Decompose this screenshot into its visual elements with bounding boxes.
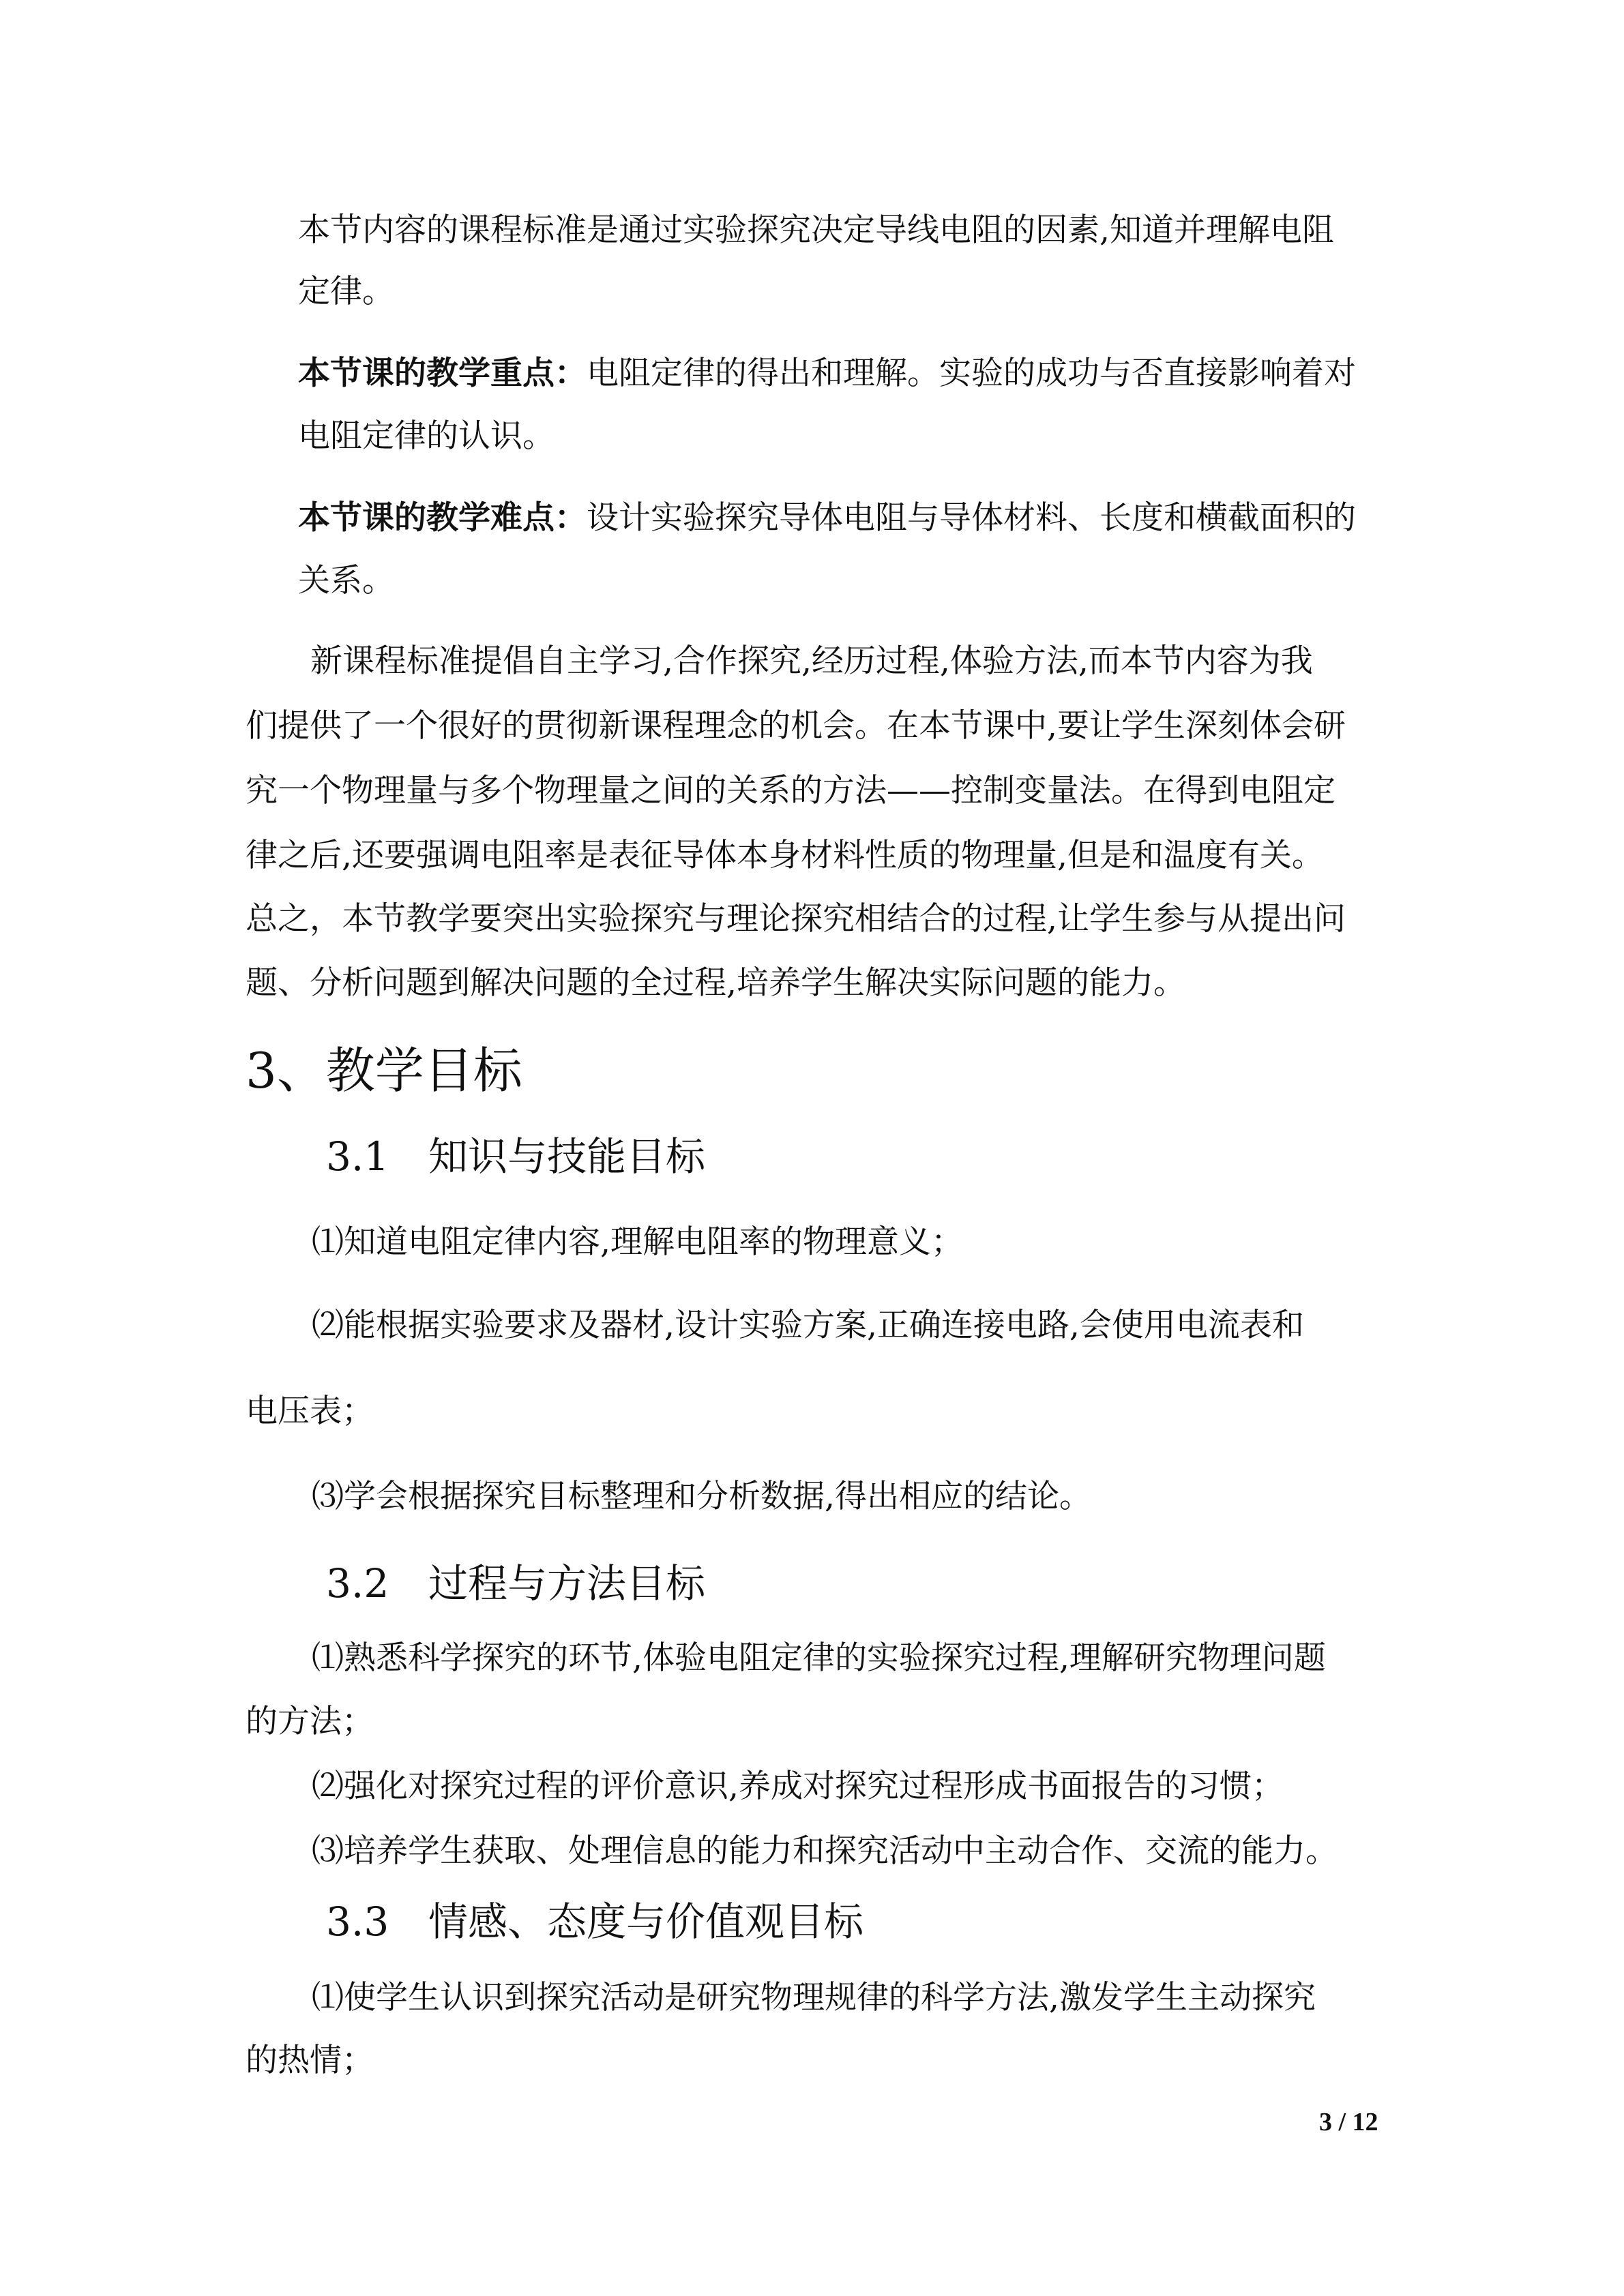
subsection-3-3-heading xyxy=(326,1897,863,1946)
teaching-key-point xyxy=(298,353,1356,394)
intro-paragraph-1-line-1: 本节内容的课程标准是通过实验探究决定导线电阻的因素,知道并理解电阻 xyxy=(298,211,1334,249)
process-goal-3: ⑶培养学生获取、处理信息的能力和探究活动中主动合作、交流的能力。 xyxy=(312,1832,1338,1870)
teaching-key-point-line-2: 电阻定律的认识。 xyxy=(298,417,555,455)
intro-paragraph-2-line-4: 律之后,还要强调电阻率是表征导体本身材料性质的物理量,但是和温度有关。 xyxy=(246,837,1324,874)
intro-paragraph-2-line-2: 们提供了一个很好的贯彻新课程理念的机会。在本节课中,要让学生深刻体会研 xyxy=(246,707,1346,745)
knowledge-goal-3: ⑶学会根据探究目标整理和分析数据,得出相应的结论。 xyxy=(312,1478,1091,1515)
subsection-3-3-number: 3.3 xyxy=(326,1898,389,1945)
subsection-3-3-title: 情感、态度与价值观目标 xyxy=(428,1898,864,1945)
teaching-difficulty-line-2: 关系。 xyxy=(298,562,394,599)
intro-paragraph-2-line-6: 题、分析问题到解决问题的全过程,培养学生解决实际问题的能力。 xyxy=(246,964,1185,1002)
intro-paragraph-2-line-3: 究一个物理量与多个物理量之间的关系的方法——控制变量法。在得到电阻定 xyxy=(246,772,1335,809)
teaching-difficulty xyxy=(298,498,1356,539)
process-goal-1-line-2: 的方法； xyxy=(246,1703,374,1740)
subsection-3-2-title: 过程与方法目标 xyxy=(428,1560,706,1607)
values-goal-1-line-1: ⑴使学生认识到探究活动是研究物理规律的科学方法,激发学生主动探究 xyxy=(312,1979,1316,2016)
intro-paragraph-1-line-2: 定律。 xyxy=(298,273,394,310)
subsection-3-1-heading xyxy=(326,1132,705,1181)
process-goal-2: ⑵强化对探究过程的评价意识,养成对探究过程形成书面报告的习惯； xyxy=(312,1768,1284,1805)
knowledge-goal-2-line-2: 电压表； xyxy=(246,1392,374,1430)
subsection-3-2-number: 3.2 xyxy=(326,1560,389,1607)
values-goal-1-line-2: 的热情； xyxy=(246,2042,374,2079)
intro-paragraph-2-line-5: 总之，本节教学要突出实验探究与理论探究相结合的过程,让学生参与从提出问 xyxy=(246,900,1346,938)
teaching-key-point-label: 本节课的教学重点： xyxy=(298,355,587,392)
knowledge-goal-1: ⑴知道电阻定律内容,理解电阻率的物理意义； xyxy=(312,1223,963,1261)
section-3-heading: 3、教学目标 xyxy=(246,1042,522,1099)
page-number: 3 / 12 xyxy=(1319,2108,1378,2136)
process-goal-1-line-1: ⑴熟悉科学探究的环节,体验电阻定律的实验探究过程,理解研究物理问题 xyxy=(312,1639,1326,1677)
teaching-difficulty-label: 本节课的教学难点： xyxy=(298,499,587,537)
subsection-3-1-title: 知识与技能目标 xyxy=(428,1133,706,1180)
teaching-key-point-text: 电阻定律的得出和理解。实验的成功与否直接影响着对 xyxy=(587,355,1356,392)
subsection-3-2-heading xyxy=(326,1559,705,1608)
intro-paragraph-2-line-1: 新课程标准提倡自主学习,合作探究,经历过程,体验方法,而本节内容为我 xyxy=(310,642,1313,680)
teaching-difficulty-text: 设计实验探究导体电阻与导体材料、长度和横截面积的 xyxy=(587,499,1356,537)
knowledge-goal-2-line-1: ⑵能根据实验要求及器材,设计实验方案,正确连接电路,会使用电流表和 xyxy=(312,1307,1304,1344)
subsection-3-1-number: 3.1 xyxy=(326,1133,389,1180)
